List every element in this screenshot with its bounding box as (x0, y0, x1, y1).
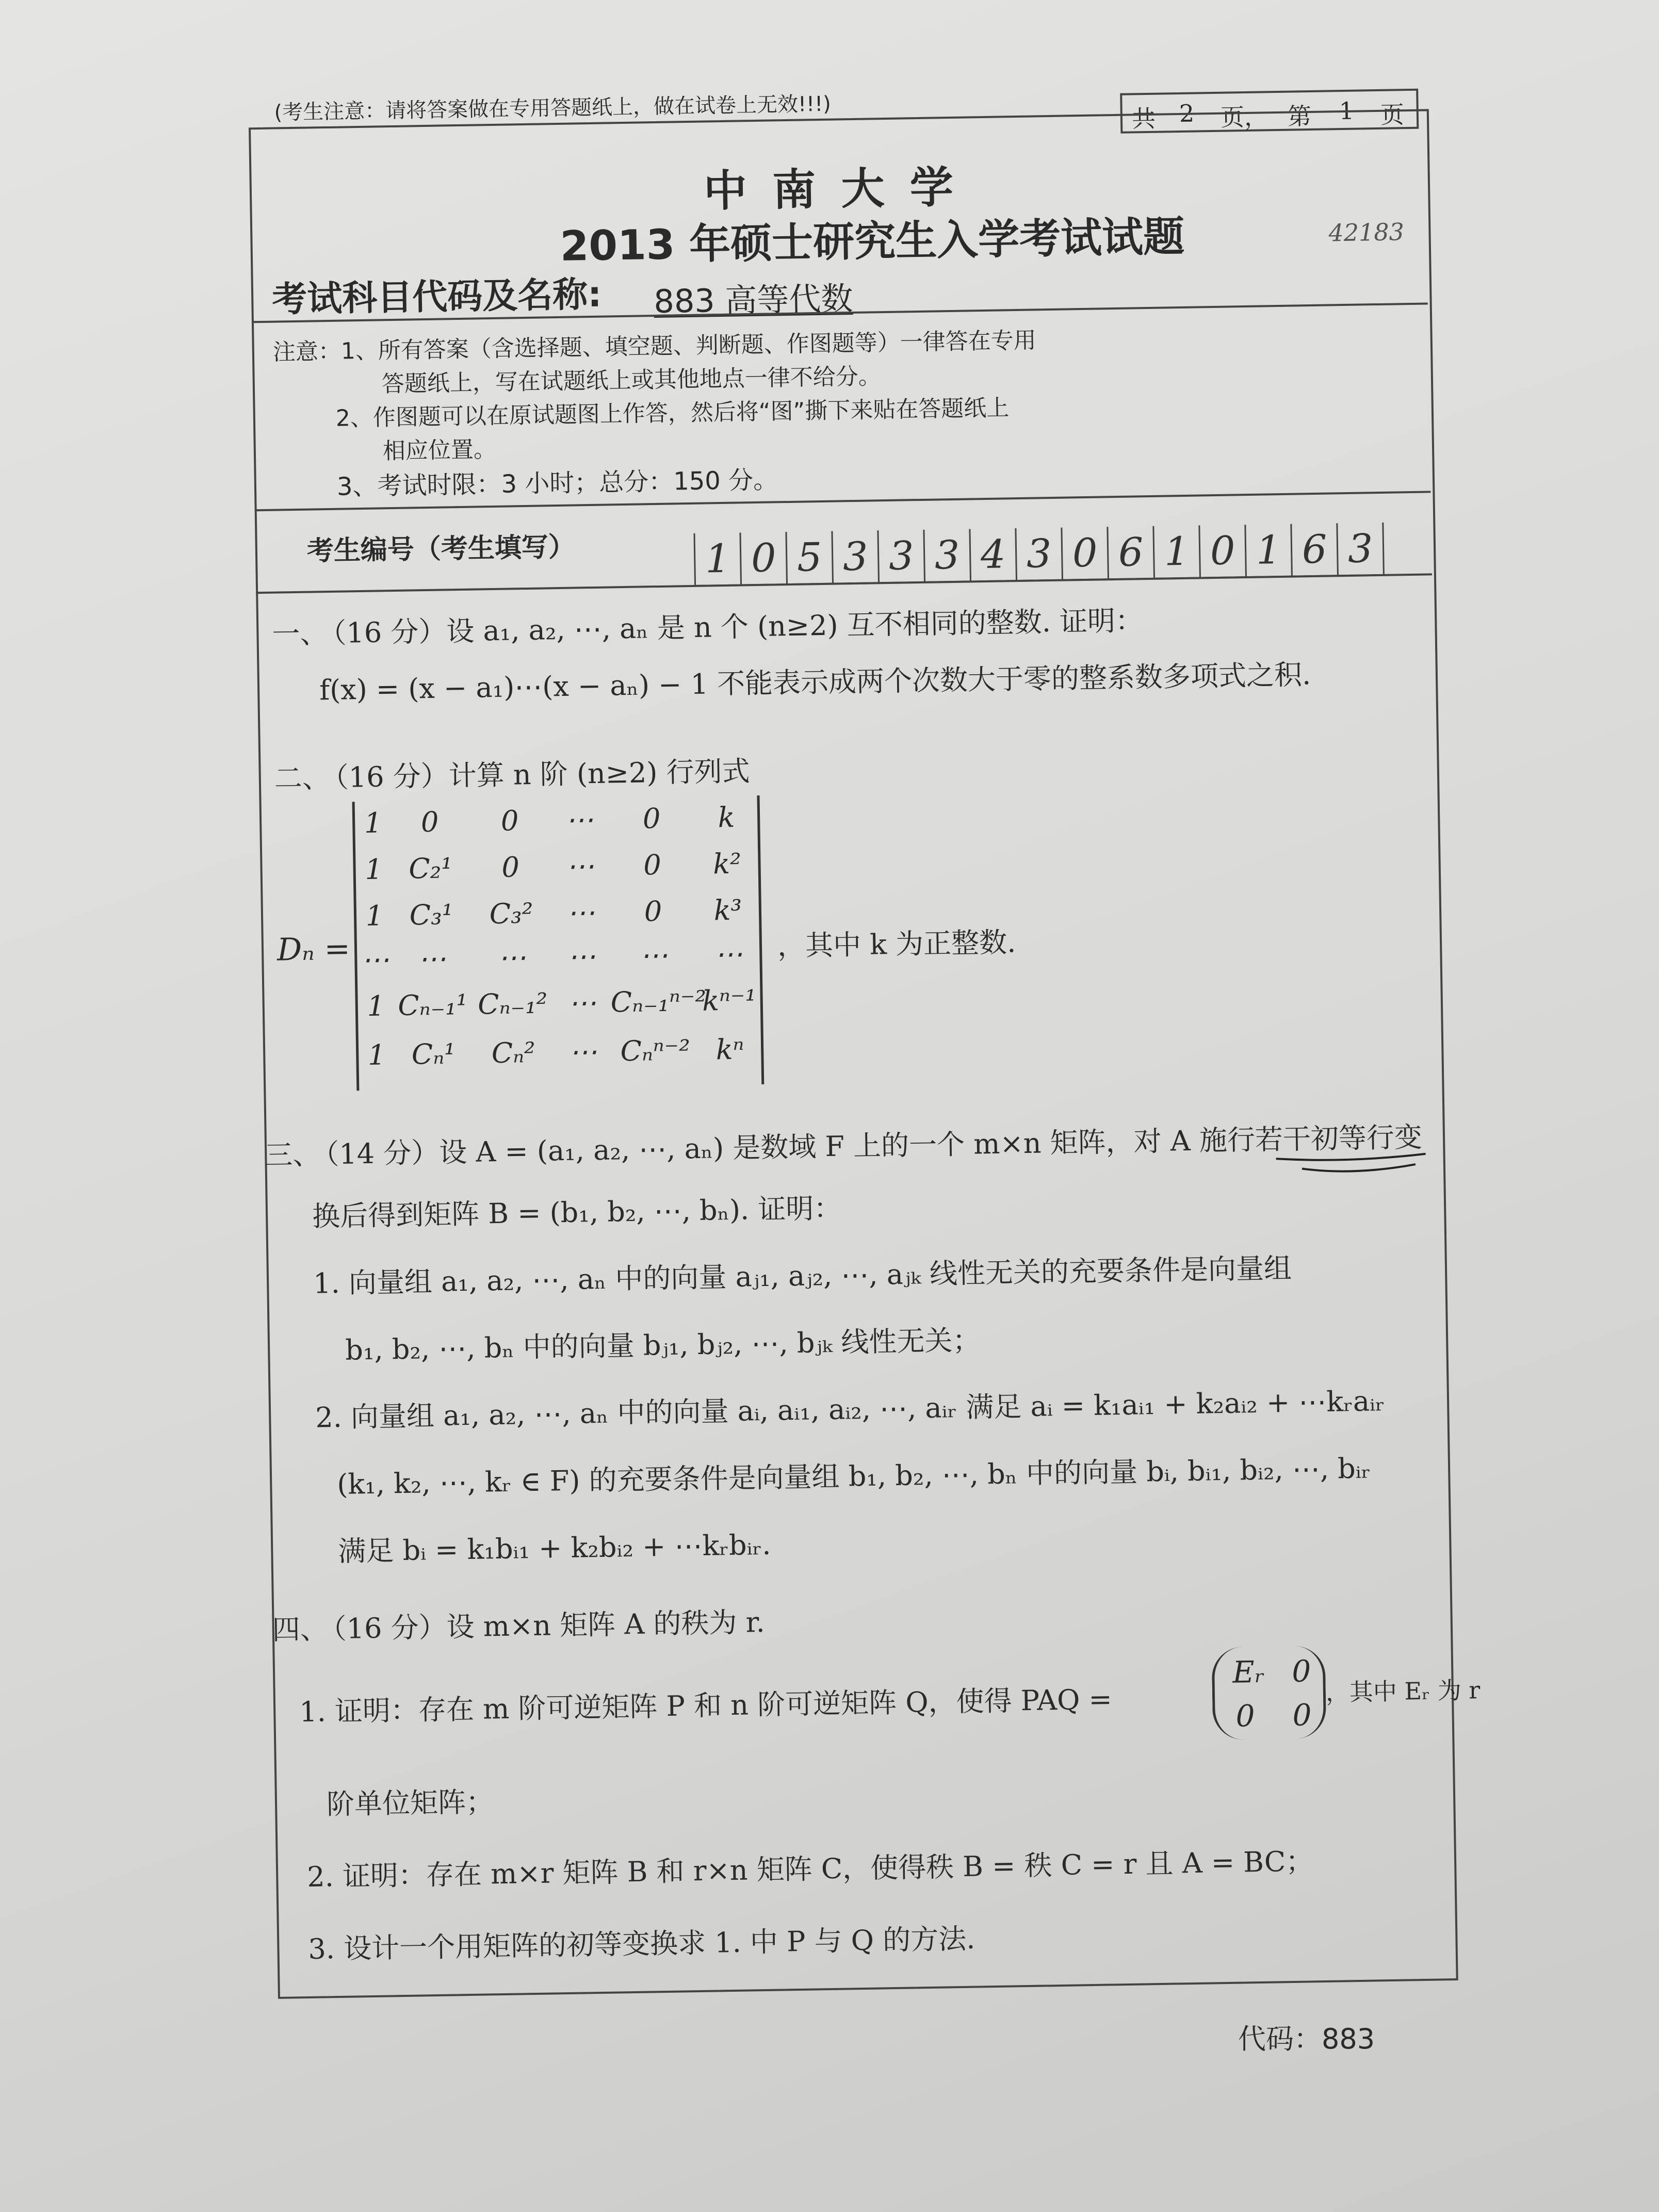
candidate-digit: 6 (1290, 523, 1337, 577)
footer-code: 代码：883 (1238, 2023, 1375, 2055)
block-matrix (1212, 1646, 1327, 1740)
matrix-cell: ⋯ (566, 896, 595, 929)
matrix-cell: ⋯ (567, 939, 596, 973)
matrix-cell: Cₙ₋₁² (477, 987, 548, 1021)
block-matrix-cell: 0 (1235, 1698, 1256, 1734)
matrix-cell: ⋯ (714, 937, 743, 971)
candidate-digit: 0 (739, 532, 786, 585)
q3-part1-line1: 1. 向量组 a₁, a₂, ⋯, aₙ 中的向量 aⱼ₁, aⱼ₂, ⋯, aⱼₖ 线性无关的充要条件是向量组 (313, 1251, 1292, 1300)
matrix-cell: 0 (500, 804, 519, 837)
q4-part1-line1: 1. 证明：存在 m 阶可逆矩阵 P 和 n 阶可逆矩阵 Q，使得 PAQ = (299, 1683, 1113, 1729)
candidate-digit: 0 (1198, 525, 1245, 578)
note-2-cont: 相应位置。 (382, 436, 497, 465)
q4-part2: 2. 证明：存在 m×r 矩阵 B 和 r×n 矩阵 C，使得秩 B = 秩 C = r 且 A = BC； (306, 1845, 1314, 1893)
matrix-cell: 1 (364, 806, 382, 839)
pages-current: 1 (1339, 96, 1355, 125)
block-matrix-cell: 0 (1291, 1653, 1311, 1689)
q2-number: 二、 (274, 761, 331, 795)
determinant-matrix (352, 795, 765, 1091)
matrix-cell: ⋯ (565, 803, 594, 836)
matrix-cell: 0 (644, 894, 662, 928)
block-matrix-cell: 0 (1292, 1697, 1312, 1733)
matrix-cell: 0 (643, 848, 662, 882)
matrix-cell: k (718, 801, 735, 834)
q4-number: 四、 (272, 1613, 329, 1646)
q3-line1: （14 分）设 A = (a₁, a₂, ⋯, aₙ) 是数域 F 上的一个 m×n 矩阵，对 A 施行若干初等行变 (311, 1120, 1423, 1171)
candidate-digit: 3 (877, 530, 924, 583)
q4-part3: 3. 设计一个用矩阵的初等变换求 1. 中 P 与 Q 的方法. (308, 1922, 975, 1965)
subject-label: 考试科目代码及名称: (271, 274, 603, 320)
matrix-cell: Cₙ₋₁ⁿ⁻² (610, 984, 707, 1019)
matrix-cell: ⋯ (639, 938, 668, 972)
matrix-cell: ⋯ (568, 986, 597, 1019)
q4-part1-line2: 阶单位矩阵； (326, 1785, 494, 1821)
matrix-cell: 1 (367, 989, 385, 1022)
matrix-cell: kⁿ⁻¹ (702, 984, 757, 1017)
paper-code: 42183 (1328, 218, 1405, 247)
note-2: 2、作图题可以在原试题图上作答，然后将“图”撕下来贴在答题纸上 (335, 395, 1010, 432)
pages-word-unit2: 页 (1380, 101, 1405, 129)
q3-part2-line3: 满足 bᵢ = k₁bᵢ₁ + k₂bᵢ₂ + ⋯kᵣbᵢᵣ. (337, 1528, 771, 1568)
matrix-cell: kⁿ (715, 1033, 744, 1066)
candidate-digit: 3 (1015, 528, 1062, 581)
candidate-digit: 3 (923, 529, 970, 583)
block-matrix-cell: Eᵣ (1232, 1654, 1265, 1690)
matrix-cell: ⋯ (566, 850, 595, 883)
candidate-digit: 0 (1061, 527, 1108, 580)
subject-value: 883 高等代数 (653, 279, 853, 321)
q2-line1: （16 分）计算 n 阶 (n≥2) 行列式 (320, 755, 751, 794)
matrix-cell: k³ (713, 893, 742, 927)
q3-part2-line1: 2. 向量组 a₁, a₂, ⋯, aₙ 中的向量 aᵢ, aᵢ₁, aᵢ₂, ⋯, aᵢᵣ 满足 aᵢ = k₁aᵢ₁ + k₂aᵢ₂ + ⋯kᵣaᵢᵣ (315, 1385, 1386, 1434)
q3-number: 三、 (264, 1138, 321, 1172)
candidate-digit: 1 (1152, 526, 1199, 579)
matrix-cell: Cₙ² (491, 1036, 536, 1070)
matrix-row (355, 847, 758, 886)
matrix-cell: Cₙⁿ⁻² (620, 1034, 691, 1068)
matrix-cell: k² (712, 847, 742, 881)
pages-word-unit: 页， (1220, 103, 1268, 132)
q2-tail: ，其中 k 为正整数. (777, 926, 1016, 963)
matrix-cell: 1 (367, 1038, 386, 1071)
candidate-digit: 3 (831, 530, 878, 584)
matrix-cell: 1 (365, 899, 384, 932)
candidate-digit: 1 (1244, 524, 1291, 578)
matrix-cell: C₃² (489, 897, 533, 931)
matrix-cell: ⋯ (568, 1035, 597, 1068)
note-1: 注意：1、所有答案（含选择题、填空题、判断题、作图题等）一律答在专用 (272, 327, 1037, 366)
q3-part2-line2: (k₁, k₂, ⋯, kᵣ ∈ F) 的充要条件是向量组 b₁, b₂, ⋯, bₙ 中的向量 bᵢ, bᵢ₁, bᵢ₂, ⋯, bᵢᵣ (336, 1452, 1371, 1501)
exam-sheet (171, 68, 1480, 2016)
matrix-row (357, 937, 760, 976)
q3-part1-line2: b₁, b₂, ⋯, bₙ 中的向量 bⱼ₁, bⱼ₂, ⋯, bⱼₖ 线性无关； (345, 1324, 981, 1367)
matrix-cell: C₃¹ (409, 898, 453, 932)
pages-word-current: 第 (1287, 102, 1312, 131)
candidate-digit: 6 (1107, 526, 1153, 580)
note-3: 3、考试时限：3 小时；总分：150 分。 (336, 465, 778, 501)
university-name: 中 南 大 学 (703, 161, 959, 217)
matrix-cell: 1 (364, 853, 383, 886)
candidate-label: 考生编号（考生填写） (306, 531, 576, 567)
exam-title: 2013 年硕士研究生入学考试试题 (559, 212, 1185, 270)
matrix-cell: 0 (642, 802, 661, 835)
q4-line1: （16 分）设 m×n 矩阵 A 的秩为 r. (318, 1605, 766, 1646)
determinant-lhs: Dₙ = (276, 931, 351, 968)
matrix-row (356, 893, 759, 932)
matrix-cell: ⋯ (361, 943, 389, 977)
pages-total: 2 (1179, 99, 1195, 128)
answer-warning: (考生注意：请将答案做在专用答题纸上，做在试卷上无效!!!) (274, 92, 832, 125)
candidate-digit: 1 (693, 532, 740, 586)
matrix-row (359, 1033, 761, 1071)
matrix-cell: 0 (420, 805, 439, 839)
matrix-cell: C₂¹ (408, 852, 453, 885)
q4-part1-tail: ，其中 Eᵣ 为 r (1325, 1676, 1481, 1706)
matrix-row (355, 801, 758, 839)
matrix-cell: Cₙ₋₁¹ (397, 988, 468, 1022)
matrix-cell: Cₙ¹ (411, 1037, 456, 1071)
candidate-digit: 5 (785, 531, 832, 585)
candidate-digit: 4 (969, 528, 1016, 582)
matrix-row (357, 984, 760, 1022)
matrix-cell: ⋯ (417, 942, 446, 975)
matrix-cell: ⋯ (497, 941, 526, 974)
q3-line2: 换后得到矩阵 B = (b₁, b₂, ⋯, bₙ). 证明： (312, 1192, 842, 1233)
q1-line1: （16 分）设 a₁, a₂, ⋯, aₙ 是 n 个 (n≥2) 互不相同的整数. 证明： (318, 604, 1144, 650)
q1-number: 一、 (271, 617, 328, 650)
matrix-cell: 0 (501, 851, 520, 884)
pen-underline-mark (1271, 1146, 1436, 1179)
pages-word-total: 共 (1131, 104, 1156, 133)
candidate-digit: 3 (1336, 523, 1385, 576)
note-1-cont: 答题纸上，写在试题纸上或其他地点一律不给分。 (381, 363, 882, 398)
q1-line2: f(x) = (x − a₁)⋯(x − aₙ) − 1 不能表示成两个次数大于零的整系数多项式之积. (319, 658, 1311, 707)
